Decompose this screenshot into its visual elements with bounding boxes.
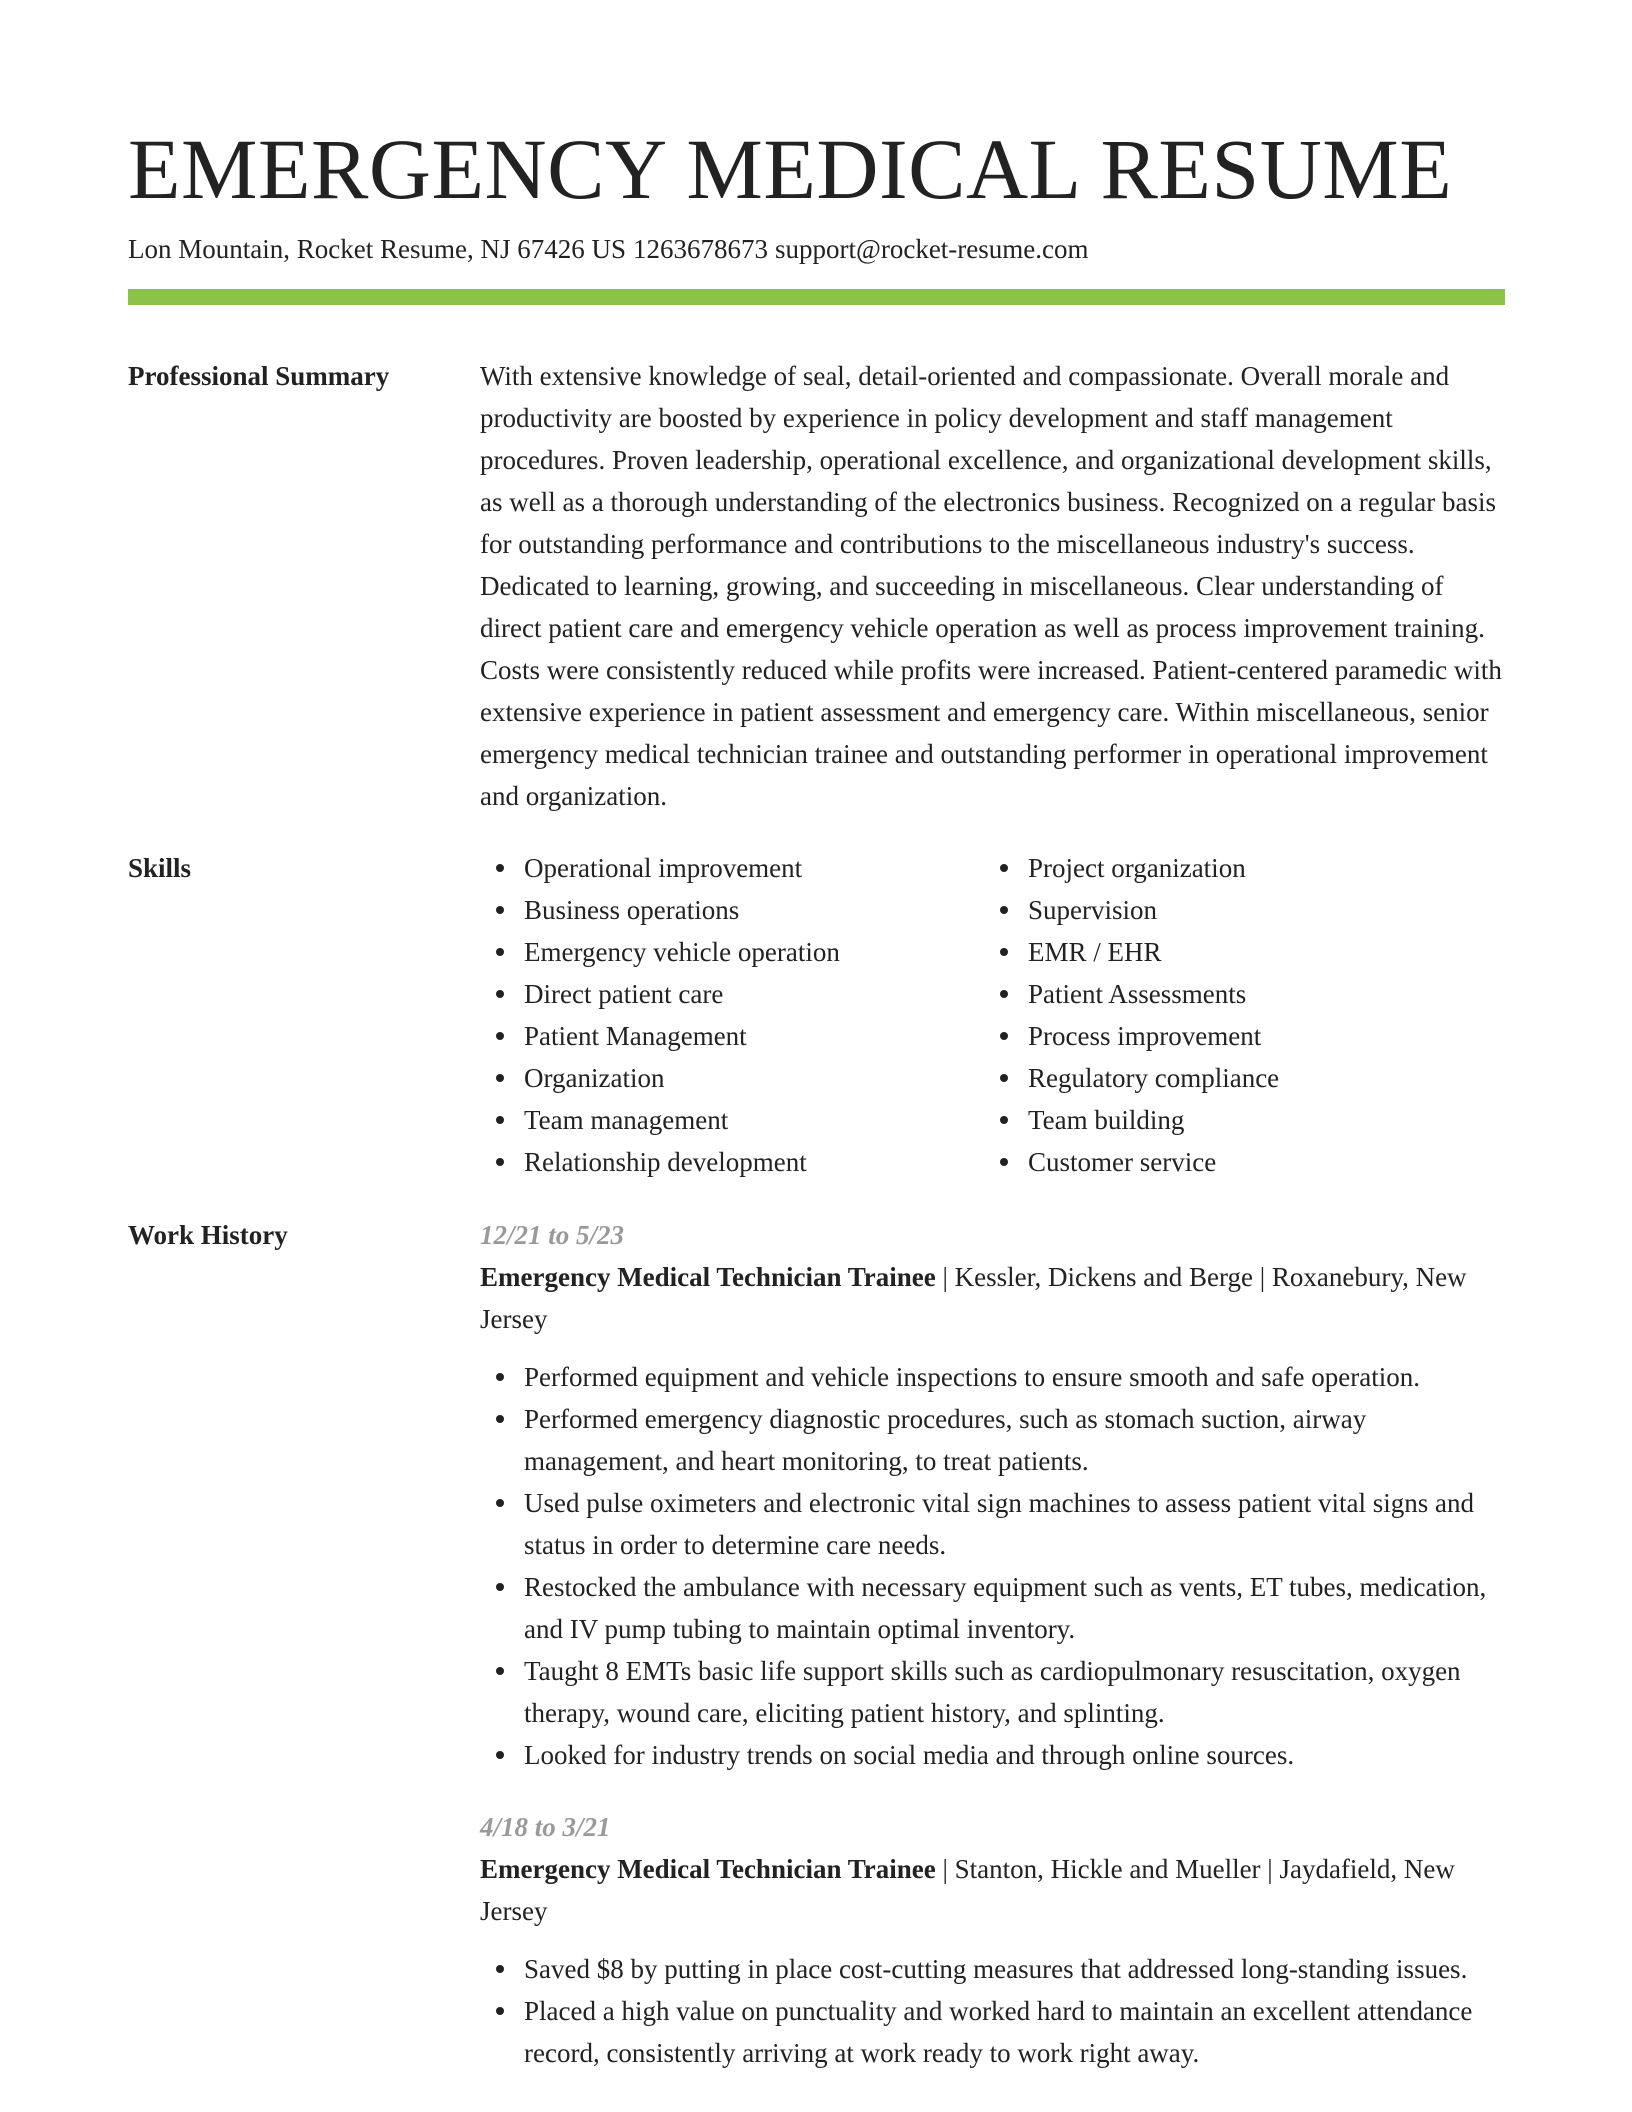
skill-item: EMR / EHR bbox=[1028, 931, 1504, 973]
work-history-label: Work History bbox=[128, 1220, 288, 1250]
job-entry bbox=[480, 1214, 1505, 1776]
contact-line bbox=[128, 232, 1505, 266]
job-details: | Kessler, Dickens and Berge | Roxanebury, New Jersey bbox=[480, 1262, 1467, 1334]
summary-text: With extensive knowledge of seal, detail-oriented and compassionate. Overall morale and productivity are boosted by experience in policy development and staff management procedures. Proven leadership, operational excellence, and organizational development skills, as well as a thorough understanding of the electronics business. Recognized on a regular basis for outstanding performance and contributions to the miscellaneous industry's success. Dedicated to learning, growing, and succeeding in miscellaneous. Clear understanding of direct patient care and emergency vehicle operation as well as process improvement training. Costs were consistently reduced while profits were increased. Patient-centered paramedic with extensive experience in patient assessment and emergency care. Within miscellaneous, senior emergency medical technician trainee and outstanding performer in operational improvement and organization. bbox=[480, 361, 1502, 811]
job-duties bbox=[480, 1948, 1505, 2074]
contact-phone: 1263678673 bbox=[632, 234, 768, 264]
skill-item: Regulatory compliance bbox=[1028, 1057, 1504, 1099]
job-details: | Stanton, Hickle and Mueller | Jaydafield, New Jersey bbox=[480, 1854, 1455, 1926]
work-history-body bbox=[480, 1214, 1505, 2074]
skill-item: Team management bbox=[524, 1099, 984, 1141]
job-duties bbox=[480, 1356, 1505, 1776]
skills-section bbox=[128, 847, 1505, 1183]
skill-item: Relationship development bbox=[524, 1141, 984, 1183]
skill-item: Operational improvement bbox=[524, 847, 984, 889]
resume-title: EMERGENCY MEDICAL RESUME bbox=[128, 121, 1453, 217]
job-duty: Performed equipment and vehicle inspections to ensure smooth and safe operation. bbox=[524, 1356, 1505, 1398]
job-header bbox=[480, 1848, 1505, 1932]
job-duty: Taught 8 EMTs basic life support skills such as cardiopulmonary resuscitation, oxygen therapy, wound care, eliciting patient history, and splinting. bbox=[524, 1650, 1505, 1734]
summary-body bbox=[480, 355, 1505, 817]
job-duty: Looked for industry trends on social media and through online sources. bbox=[524, 1734, 1505, 1776]
skill-item: Business operations bbox=[524, 889, 984, 931]
job-title: Emergency Medical Technician Trainee bbox=[480, 1262, 936, 1292]
skill-item: Process improvement bbox=[1028, 1015, 1504, 1057]
work-history-section bbox=[128, 1214, 1505, 2074]
job-entry bbox=[480, 1806, 1505, 2074]
skill-item: Team building bbox=[1028, 1099, 1504, 1141]
job-duty: Placed a high value on punctuality and worked hard to maintain an excellent attendance record, consistently arriving at work ready to work right away. bbox=[524, 1990, 1505, 2074]
job-duty: Restocked the ambulance with necessary equipment such as vents, ET tubes, medication, and IV pump tubing to maintain optimal inventory. bbox=[524, 1566, 1505, 1650]
summary-label: Professional Summary bbox=[128, 361, 390, 391]
skills-list-right bbox=[984, 847, 1504, 1183]
skill-item: Customer service bbox=[1028, 1141, 1504, 1183]
job-title: Emergency Medical Technician Trainee bbox=[480, 1854, 936, 1884]
summary-section bbox=[128, 355, 1505, 817]
job-duty: Performed emergency diagnostic procedures, such as stomach suction, airway management, and heart monitoring, to treat patients. bbox=[524, 1398, 1505, 1482]
skill-item: Project organization bbox=[1028, 847, 1504, 889]
job-dates: 4/18 to 3/21 bbox=[480, 1812, 611, 1842]
skill-item: Supervision bbox=[1028, 889, 1504, 931]
job-dates: 12/21 to 5/23 bbox=[480, 1220, 625, 1250]
skills-body bbox=[480, 847, 1505, 1183]
job-duty: Saved $8 by putting in place cost-cutting measures that addressed long-standing issues. bbox=[524, 1948, 1505, 1990]
skills-label: Skills bbox=[128, 853, 192, 883]
skill-item: Direct patient care bbox=[524, 973, 984, 1015]
skill-item: Patient Assessments bbox=[1028, 973, 1504, 1015]
skills-list-left bbox=[480, 847, 984, 1183]
contact-email: support@rocket-resume.com bbox=[774, 234, 1089, 264]
job-header bbox=[480, 1256, 1505, 1340]
header-divider bbox=[128, 289, 1505, 305]
skill-item: Emergency vehicle operation bbox=[524, 931, 984, 973]
skill-item: Organization bbox=[524, 1057, 984, 1099]
job-duty: Used pulse oximeters and electronic vital sign machines to assess patient vital signs and status in order to determine care needs. bbox=[524, 1482, 1505, 1566]
skill-item: Patient Management bbox=[524, 1015, 984, 1057]
contact-address: Lon Mountain, Rocket Resume, NJ 67426 US bbox=[128, 234, 626, 264]
